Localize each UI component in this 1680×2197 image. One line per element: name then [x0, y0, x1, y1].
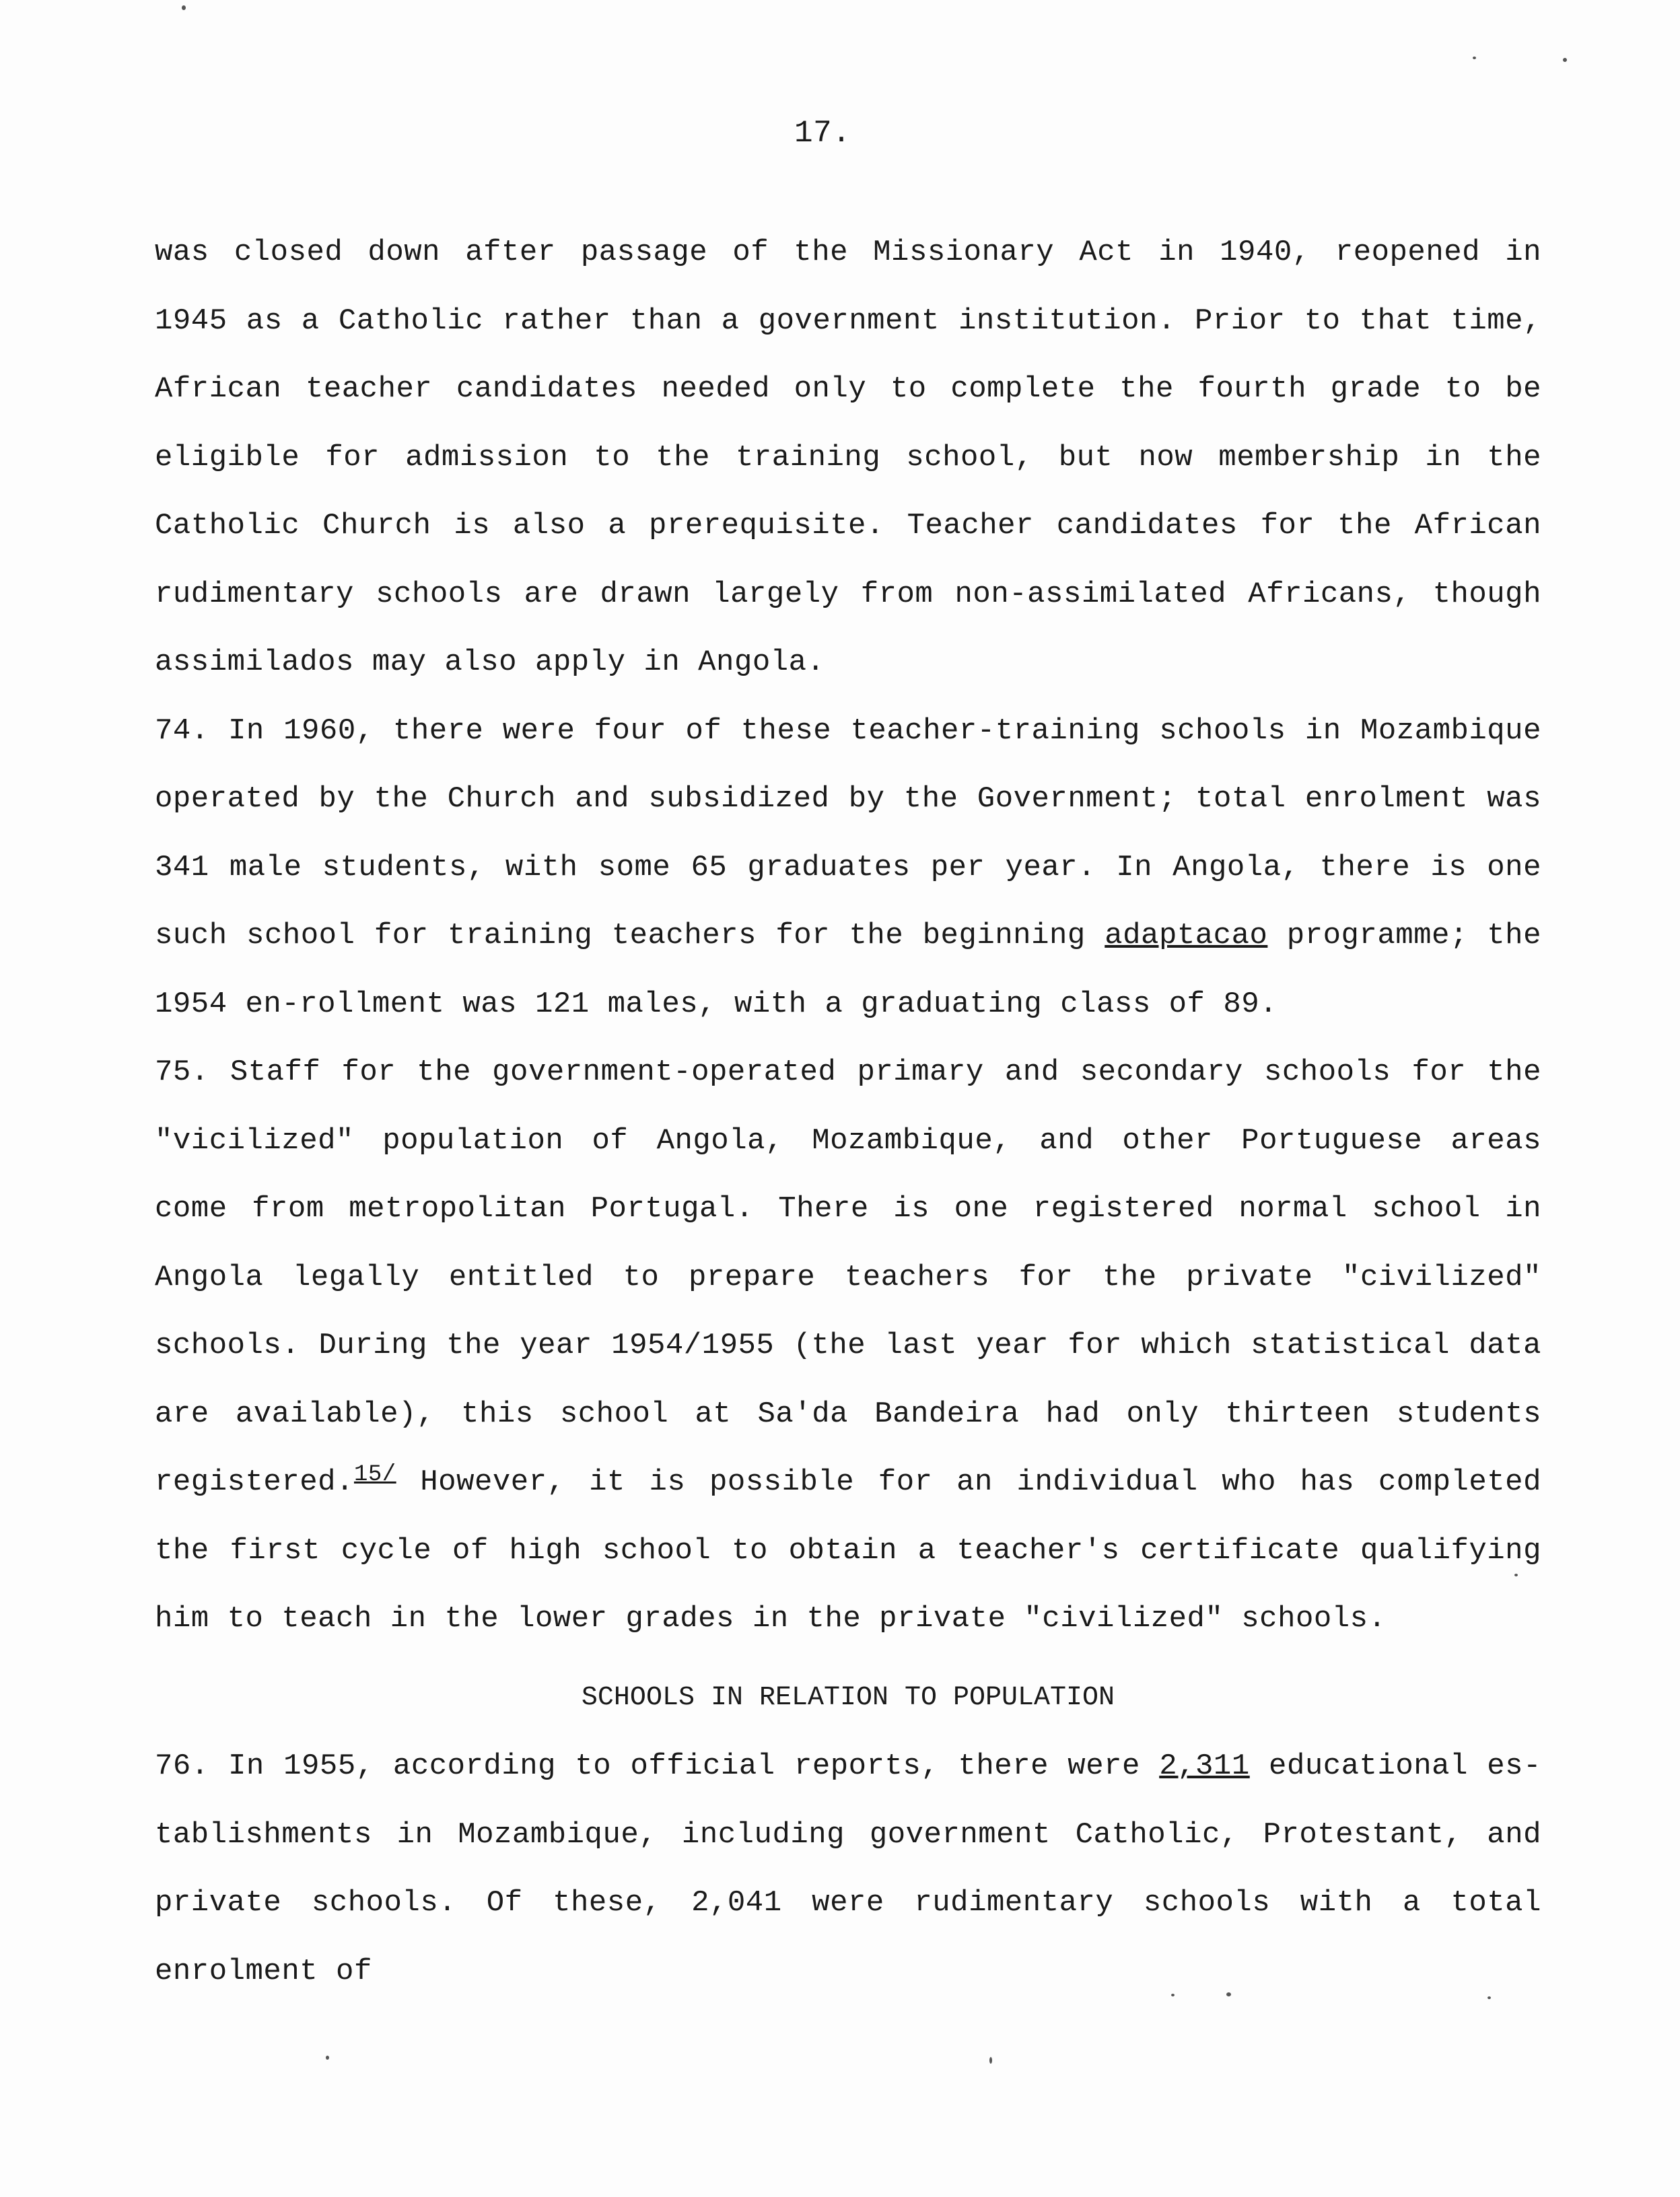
- paragraph-76-text-end: educational es-tablishments in Mozambique, including government Catholic, Protestant, and private schools. Of these, 2,041 were rudimentary schools with a total enrolment of: [155, 1749, 1541, 1988]
- paragraph-76-text-start: 76. In 1955, according to official reports, there were: [155, 1749, 1160, 1783]
- establishment-count: 2,311: [1159, 1749, 1250, 1783]
- scan-speck: [1514, 1574, 1518, 1576]
- scan-speck: [1473, 57, 1476, 59]
- paragraph-75-text-start: 75. Staff for the government-operated primary and secondary schools for the "vicilized" population of Angola, Mozambique, and other Portuguese areas come from metropolitan Portugal. There is one registered normal school in Angola legally entitled to prepare teachers for the private "civilized" schools. During the year 1954/1955 (the last year for which statistical data are available), this school at Sa'da Bandeira had only thirteen students registered.: [155, 1055, 1541, 1499]
- paragraph-74-text-end: programme; the 1954 en-rollment was 121 males, with a graduating class of 89.: [155, 919, 1541, 1021]
- body-text: [155, 219, 1541, 2006]
- scan-speck: [1563, 58, 1567, 62]
- footnote-reference: 15/: [353, 1462, 396, 1488]
- paragraph-74-text-start: 74. In 1960, there were four of these teacher-training schools in Mozambique operated by the Church and subsidized by the Government; total enrolment was 341 male students, with some 65 graduates per year. In Angola, there is one such school for training teachers for the beginning: [155, 713, 1541, 952]
- paragraph-74: [155, 697, 1541, 1039]
- scan-speck: [989, 2057, 992, 2064]
- scan-speck: [1226, 1992, 1231, 1996]
- scan-speck: [1171, 1994, 1175, 1996]
- paragraph-continuation: was closed down after passage of the Missionary Act in 1940, reopened in 1945 as a Catholic rather than a government institution. Prior to that time, African teacher candidates needed only to complete the fourth grade to be eligible for admission to the training school, but now membership in the Catholic Church is also a prerequisite. Teacher candidates for the African rudimentary schools are drawn largely from non-assimilated Africans, though assimilados may also apply in Angola.: [155, 236, 1541, 679]
- scan-speck: [182, 5, 186, 10]
- adaptacao-term: adaptacao: [1105, 919, 1268, 952]
- page-number: 17.: [794, 116, 851, 151]
- paragraph-76: [155, 1733, 1541, 2006]
- scan-speck: [1488, 1996, 1491, 1999]
- section-heading: SCHOOLS IN RELATION TO POPULATION: [581, 1682, 1115, 1713]
- paragraph-75: [155, 1039, 1541, 1654]
- paragraph-75-text-end: However, it is possible for an individual who has completed the first cycle of high school to obtain a teacher's certificate qualifying him to teach in the lower grades in the private "civilized" schools.: [155, 1465, 1541, 1636]
- scan-speck: [326, 2056, 329, 2060]
